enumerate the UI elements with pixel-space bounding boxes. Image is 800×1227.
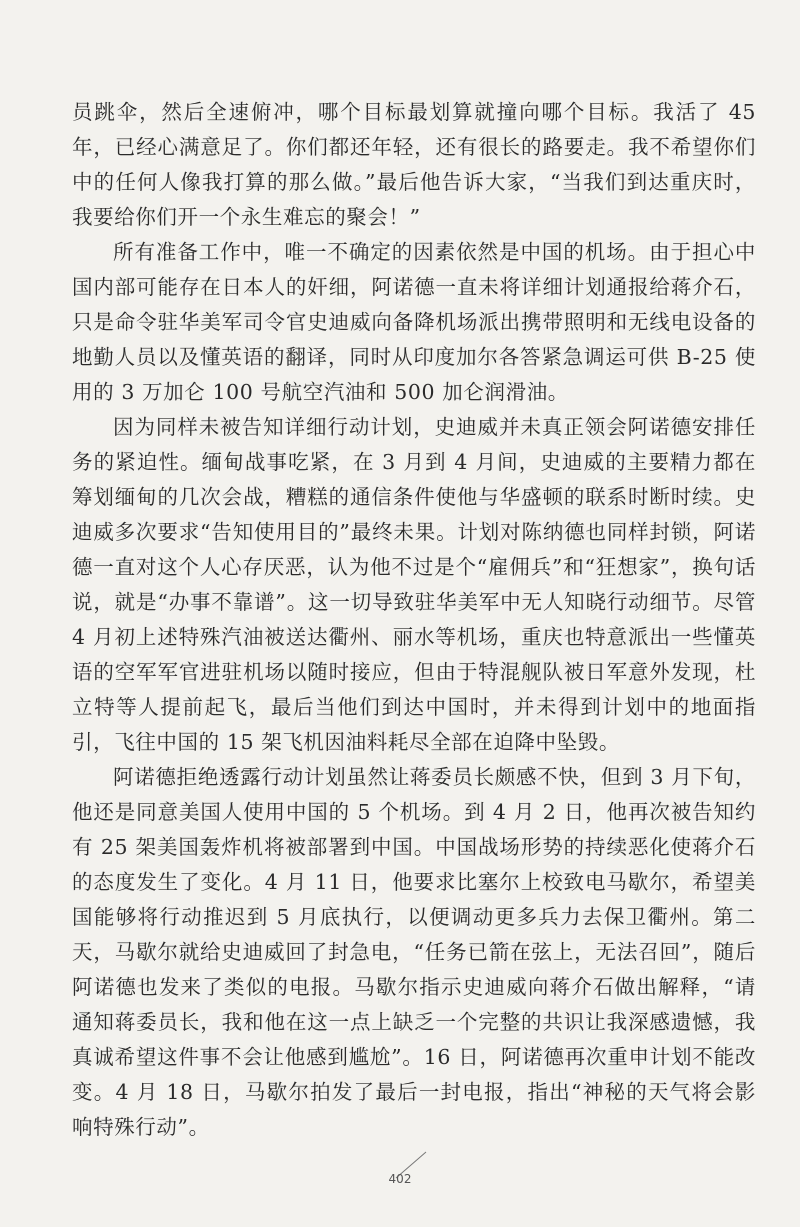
paragraph-3: 因为同样未被告知详细行动计划，史迪威并未真正领会阿诺德安排任务的紧迫性。缅甸战事吃紧，在 3 月到 4 月间，史迪威的主要精力都在筹划缅甸的几次会战，糟糕的通信条件使他与华盛顿的联系时断时续。史迪威多次要求“告知使用目的”最终未果。计划对陈纳德也同样封锁，阿诺德一直对这个人心存厌恶，认为他不过是个“雇佣兵”和“狂想家”，换句话说，就是“办事不靠谱”。这一切导致驻华美军中无人知晓行动细节。尽管 4 月初上述特殊汽油被送达衢州、丽水等机场，重庆也特意派出一些懂英语的空军军官进驻机场以随时接应，但由于特混舰队被日军意外发现，杜立特等人提前起飞，最后当他们到达中国时，并未得到计划中的地面指引，飞往中国的 15 架飞机因油料耗尽全部在迫降中坠毁。: [72, 415, 756, 754]
paragraph-1: 员跳伞，然后全速俯冲，哪个目标最划算就撞向哪个目标。我活了 45 年，已经心满意足了。你们都还年轻，还有很长的路要走。我不希望你们中的任何人像我打算的那么做。”最后他告诉大家，“当我们到达重庆时，我要给你们开一个永生难忘的聚会！”: [72, 100, 756, 229]
paragraph-4: 阿诺德拒绝透露行动计划虽然让蒋委员长颇感不快，但到 3 月下旬，他还是同意美国人使用中国的 5 个机场。到 4 月 2 日，他再次被告知约有 25 架美国轰炸机将被部署到中国。中国战场形势的持续恶化使蒋介石的态度发生了变化。4 月 11 日，他要求比塞尔上校致电马歇尔，希望美国能够将行动推迟到 5 月底执行，以便调动更多兵力去保卫衢州。第二天，马歇尔就给史迪威回了封急电，“任务已箭在弦上，无法召回”，随后阿诺德也发来了类似的电报。马歇尔指示史迪威向蒋介石做出解释，“请通知蒋委员长，我和他在这一点上缺乏一个完整的共识让我深感遗憾，我真诚希望这件事不会让他感到尴尬”。16 日，阿诺德再次重申计划不能改变。4 月 18 日，马歇尔拍发了最后一封电报，指出“神秘的天气将会影响特殊行动”。: [72, 765, 756, 1139]
body-text: [72, 95, 756, 1145]
page-number: 402: [388, 1172, 412, 1186]
paragraph-2: 所有准备工作中，唯一不确定的因素依然是中国的机场。由于担心中国内部可能存在日本人的奸细，阿诺德一直未将详细计划通报给蒋介石，只是命令驻华美军司令官史迪威向备降机场派出携带照明和无线电设备的地勤人员以及懂英语的翻译，同时从印度加尔各答紧急调运可供 B-25 使用的 3 万加仑 100 号航空汽油和 500 加仑润滑油。: [72, 240, 756, 404]
